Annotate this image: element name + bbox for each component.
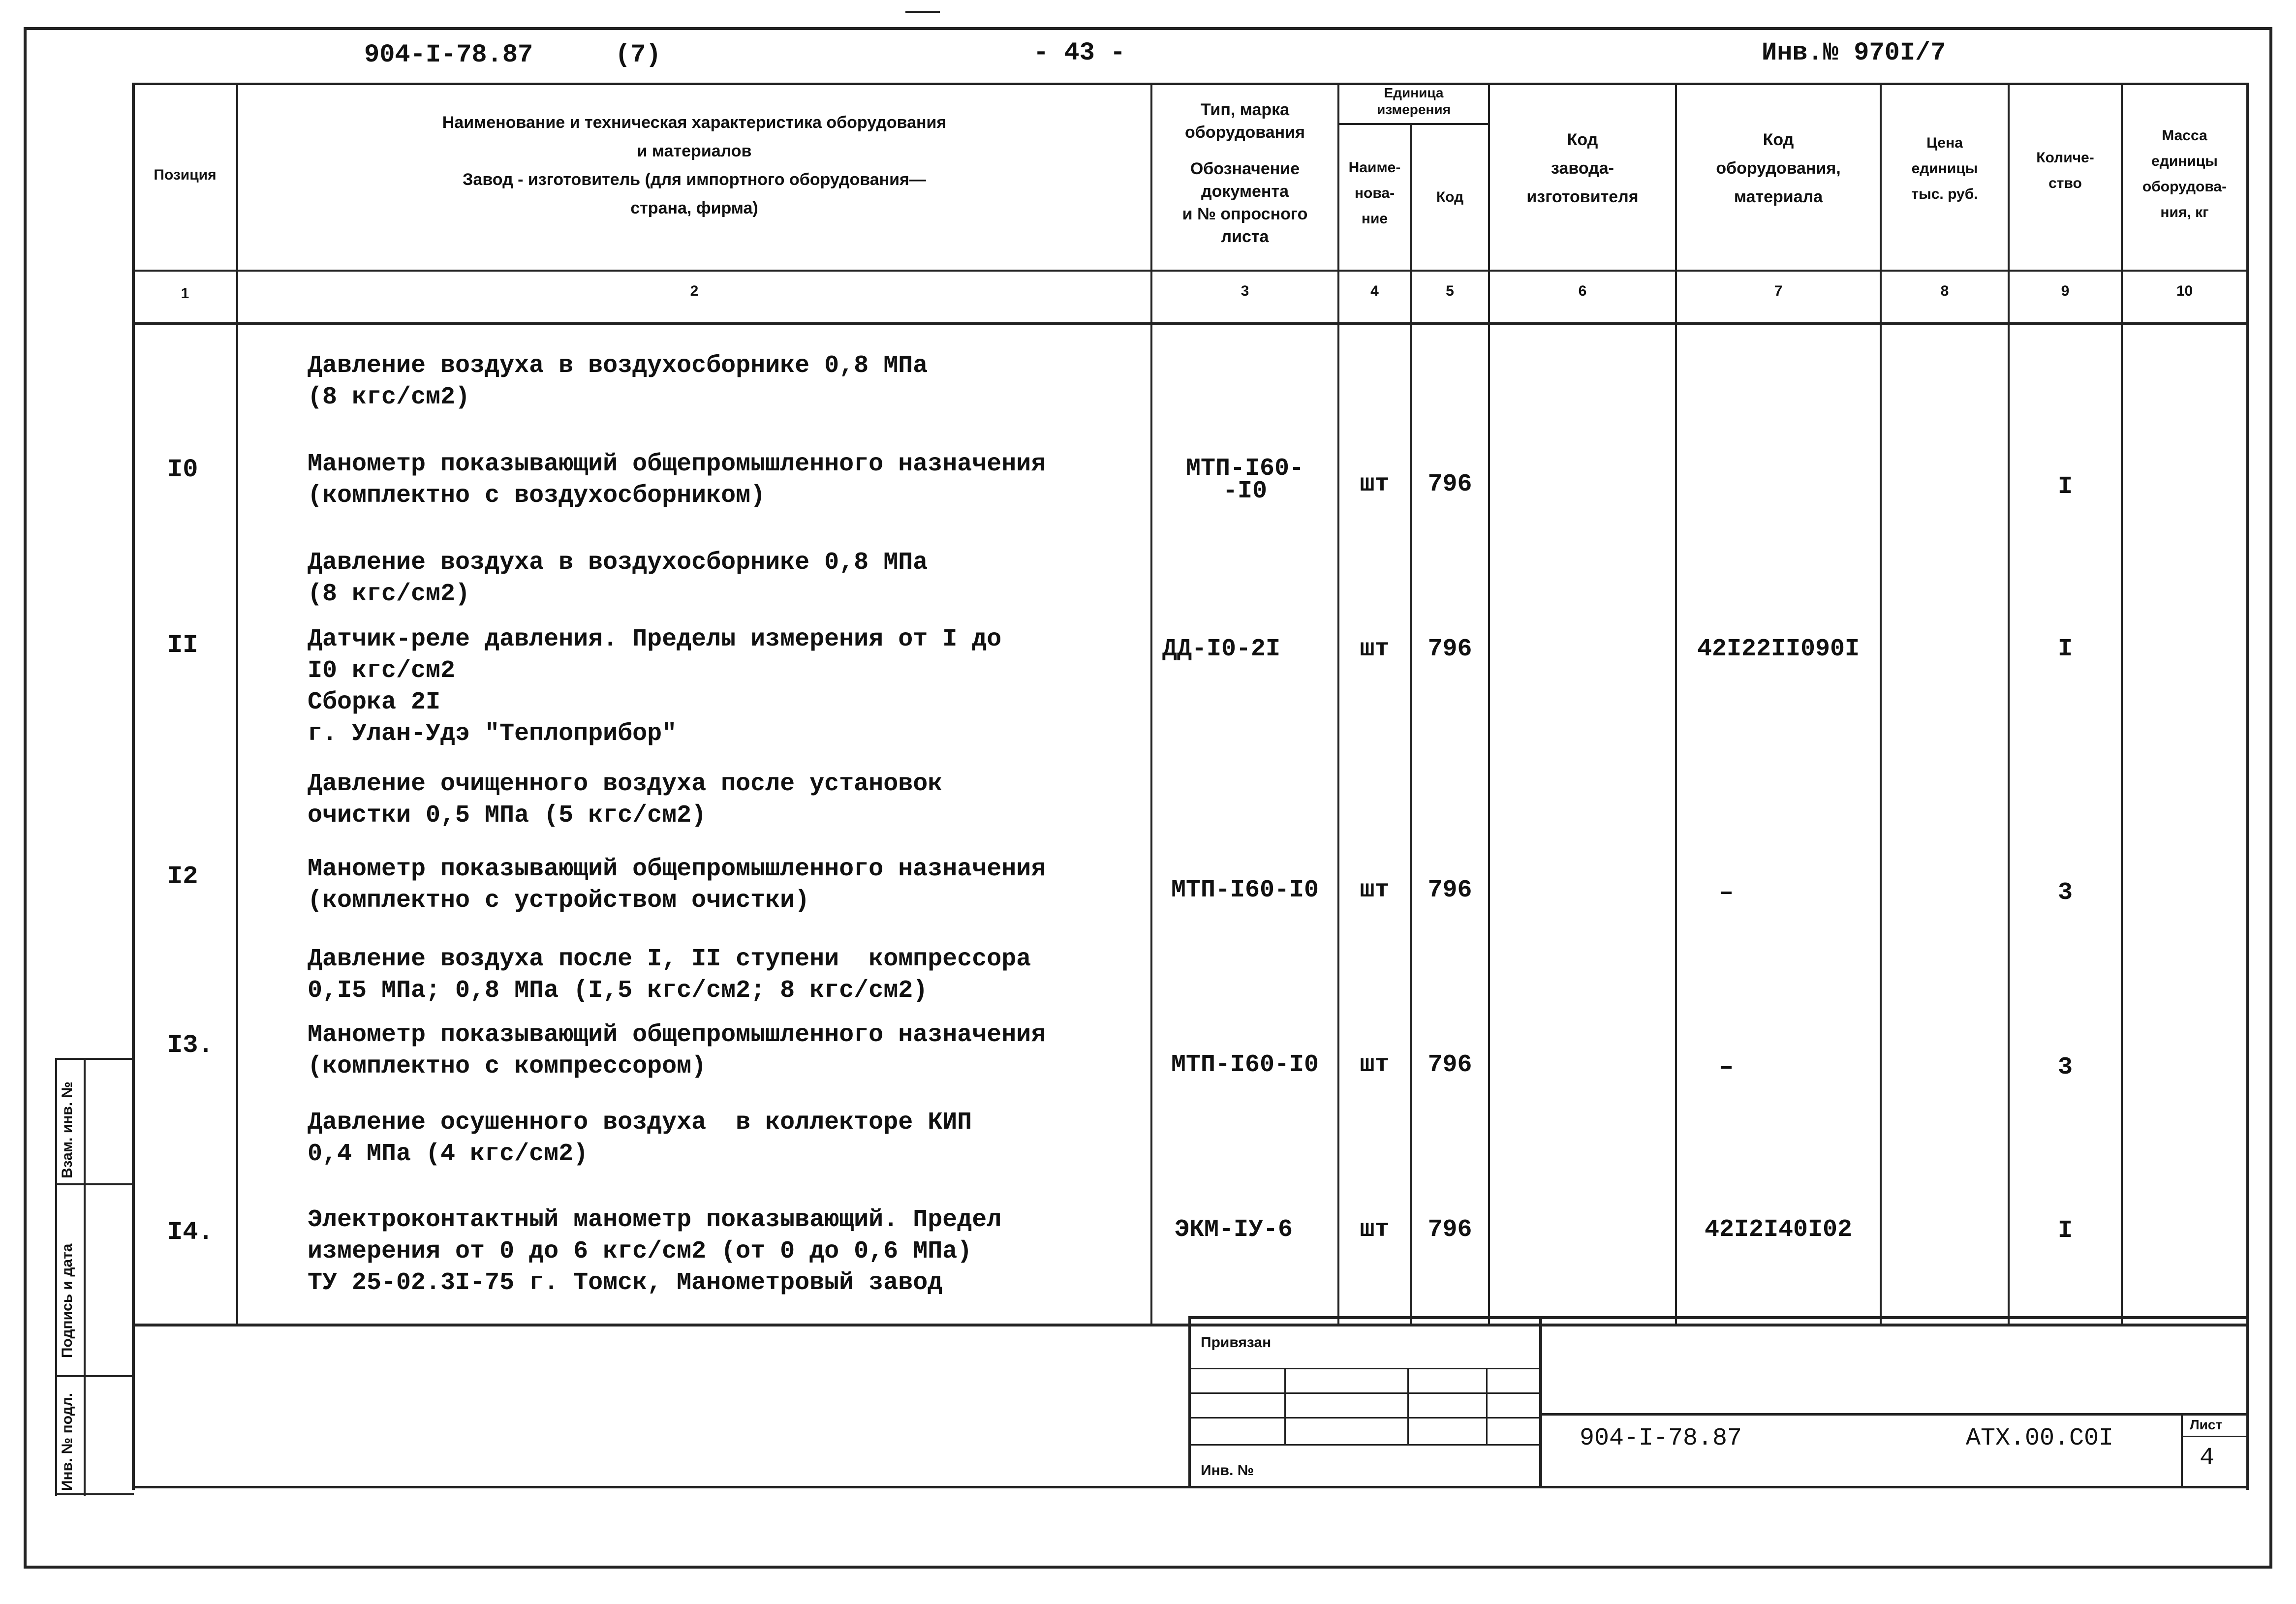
- sheet-number: 4: [2200, 1444, 2215, 1472]
- stamp-sheet-code: АТХ.00.С0I: [1966, 1424, 2114, 1452]
- col-sep: [1337, 83, 1339, 1325]
- side-sign-date: Подпись и дата: [59, 1243, 75, 1358]
- row-quantity: I: [2057, 1217, 2073, 1245]
- frame-left: [24, 27, 27, 1569]
- colnum: 8: [1940, 283, 1949, 299]
- header-unit: Единица измерения: [1377, 85, 1451, 117]
- frame-bottom: [24, 1566, 2272, 1569]
- side-inv-orig: Инв. № подл.: [59, 1392, 75, 1491]
- side-strip-left: [55, 1058, 57, 1496]
- col-sep: [2121, 83, 2123, 1325]
- col-sep: [2008, 83, 2010, 1325]
- row-unit: шт: [1360, 1051, 1390, 1079]
- unit-line: [1337, 123, 1490, 125]
- row-position: I3.: [167, 1031, 214, 1060]
- colnum: 6: [1578, 283, 1587, 299]
- row-unit: шт: [1360, 876, 1390, 904]
- top-tick: [905, 11, 940, 13]
- row-position: I2: [167, 862, 198, 891]
- colnum: 1: [181, 285, 189, 302]
- stamp-title-line: [1539, 1413, 2248, 1416]
- side-strip-line: [55, 1493, 134, 1495]
- row-unit-code: 796: [1427, 876, 1472, 904]
- stamp-grid: [1486, 1368, 1488, 1444]
- sheet-box-line: [2181, 1436, 2248, 1437]
- row-note: Давление осушенного воздуха в коллекторе КИП 0,4 МПа (4 кгс/см2): [308, 1109, 972, 1168]
- inventory-number: Инв.№ 970I/7: [1762, 38, 1946, 67]
- side-strip-line: [55, 1058, 134, 1060]
- side-vzam-inv: Взам. инв. №: [59, 1081, 75, 1178]
- row-unit-code: 796: [1427, 1051, 1472, 1079]
- row-position: I0: [167, 455, 198, 484]
- row-position: I4.: [167, 1218, 214, 1247]
- frame-right: [2269, 27, 2272, 1569]
- header-name: Наименование и техническая характеристика оборудования и материалов Завод - изготовитель (для импортного оборудования— страна, фирма): [442, 113, 947, 217]
- row-description: Электроконтактный манометр показывающий. Предел измерения от 0 до 6 кгс/см2 (от 0 до 0,6 МПа) ТУ 25-02.3I-75 г. Томск, Манометровый завод: [308, 1206, 1002, 1297]
- row-unit: шт: [1360, 470, 1390, 498]
- stamp-grid: [1188, 1444, 1539, 1446]
- doc-paren: (7): [615, 40, 661, 69]
- colnum: 9: [2061, 283, 2070, 299]
- stamp-inv-no: Инв. №: [1201, 1462, 1254, 1479]
- col-sep: [1410, 124, 1412, 1325]
- col-sep: [1880, 83, 1882, 1325]
- row-unit: шт: [1360, 635, 1390, 663]
- colnum: 3: [1241, 283, 1249, 299]
- row-unit: шт: [1360, 1216, 1390, 1244]
- row-quantity: 3: [2057, 1053, 2073, 1081]
- header-quantity: Количе- ство: [2036, 150, 2094, 191]
- frame-top: [24, 27, 2272, 30]
- row-material-code: –: [1718, 1053, 1734, 1081]
- row-type: МТП-I60- -I0: [1185, 455, 1304, 505]
- colnum: 2: [690, 283, 699, 299]
- row-quantity: I: [2057, 473, 2073, 501]
- header-material-code: Код оборудования, материала: [1716, 130, 1841, 206]
- row-note: Давление воздуха после I, II ступени компрессора 0,I5 МПа; 0,8 МПа (I,5 кгс/см2; 8 кгс/см2): [308, 945, 1031, 1005]
- table-right: [2246, 83, 2249, 1490]
- header-price: Цена единицы тыс. руб.: [1911, 135, 1978, 202]
- row-note: Давление воздуха в воздухосборнике 0,8 МПа (8 кгс/см2): [308, 352, 928, 411]
- row-type: ЭКМ-IУ-6: [1174, 1216, 1293, 1244]
- row-unit-code: 796: [1427, 470, 1472, 498]
- row-type: МТП-I60-I0: [1171, 876, 1319, 904]
- colnum: 10: [2176, 283, 2193, 299]
- header-factory-code: Код завода- изготовителя: [1526, 130, 1639, 206]
- stamp-left: [1188, 1316, 1191, 1488]
- stamp-doc-code: 904-I-78.87: [1580, 1424, 1742, 1452]
- col-sep: [236, 83, 238, 1325]
- col-sep: [1488, 83, 1490, 1325]
- stamp-grid: [1284, 1368, 1286, 1444]
- table-top-line: [133, 83, 2249, 85]
- row-description: Манометр показывающий общепромышленного назначения (комплектно с компрессором): [308, 1021, 1046, 1080]
- row-unit-code: 796: [1427, 1216, 1472, 1244]
- stamp-top: [1188, 1316, 2249, 1319]
- row-description: Манометр показывающий общепромышленного назначения (комплектно с воздухосборником): [308, 450, 1046, 510]
- row-description: Датчик-реле давления. Пределы измерения от I до I0 кгс/см2 Сборка 2I г. Улан-Удэ "Теплоприбор": [308, 625, 1002, 748]
- col-sep: [1675, 83, 1677, 1325]
- row-quantity: I: [2057, 635, 2073, 663]
- row-quantity: 3: [2057, 879, 2073, 907]
- colnum: 7: [1774, 283, 1783, 299]
- side-strip-inner: [84, 1058, 86, 1496]
- row-material-code: 42I2I40I02: [1704, 1216, 1853, 1244]
- colnum-line: [133, 322, 2249, 325]
- stamp-linked: Привязан: [1201, 1334, 1272, 1351]
- header-unit-name: Наиме- нова- ние: [1348, 159, 1401, 227]
- row-unit-code: 796: [1427, 635, 1472, 663]
- page-number: - 43 -: [1033, 38, 1126, 67]
- row-description: Манометр показывающий общепромышленного назначения (комплектно с устройством очистки): [308, 855, 1046, 915]
- row-type: МТП-I60-I0: [1171, 1051, 1319, 1079]
- row-type: ДД-I0-2I: [1162, 635, 1281, 663]
- colnum: 4: [1370, 283, 1379, 299]
- header-unit-code: Код: [1436, 189, 1464, 205]
- header-position: Позиция: [154, 167, 217, 183]
- stamp-bottom: [133, 1486, 2249, 1488]
- colnum: 5: [1446, 283, 1454, 299]
- row-position: II: [167, 631, 198, 660]
- row-note: Давление воздуха в воздухосборнике 0,8 МПа (8 кгс/см2): [308, 549, 928, 608]
- side-strip-line: [55, 1183, 134, 1185]
- header-line: [133, 270, 2249, 272]
- row-material-code: –: [1718, 879, 1734, 907]
- table-bottom-line: [133, 1324, 2249, 1326]
- stamp-divider: [1539, 1316, 1542, 1488]
- col-sep: [1150, 83, 1152, 1325]
- side-strip-line: [55, 1375, 134, 1377]
- stamp-grid: [1407, 1368, 1409, 1444]
- header-type: Тип, марка оборудования Обозначение документа и № опросного листа: [1182, 100, 1308, 246]
- doc-code-top: 904-I-78.87: [364, 40, 533, 69]
- header-mass: Масса единицы оборудова- ния, кг: [2142, 127, 2227, 220]
- sheet-label: Лист: [2190, 1417, 2223, 1432]
- row-material-code: 42I22II090I: [1697, 635, 1860, 663]
- sheet-box-left: [2181, 1413, 2183, 1487]
- row-note: Давление очищенного воздуха после установок очистки 0,5 МПа (5 кгс/см2): [308, 770, 943, 830]
